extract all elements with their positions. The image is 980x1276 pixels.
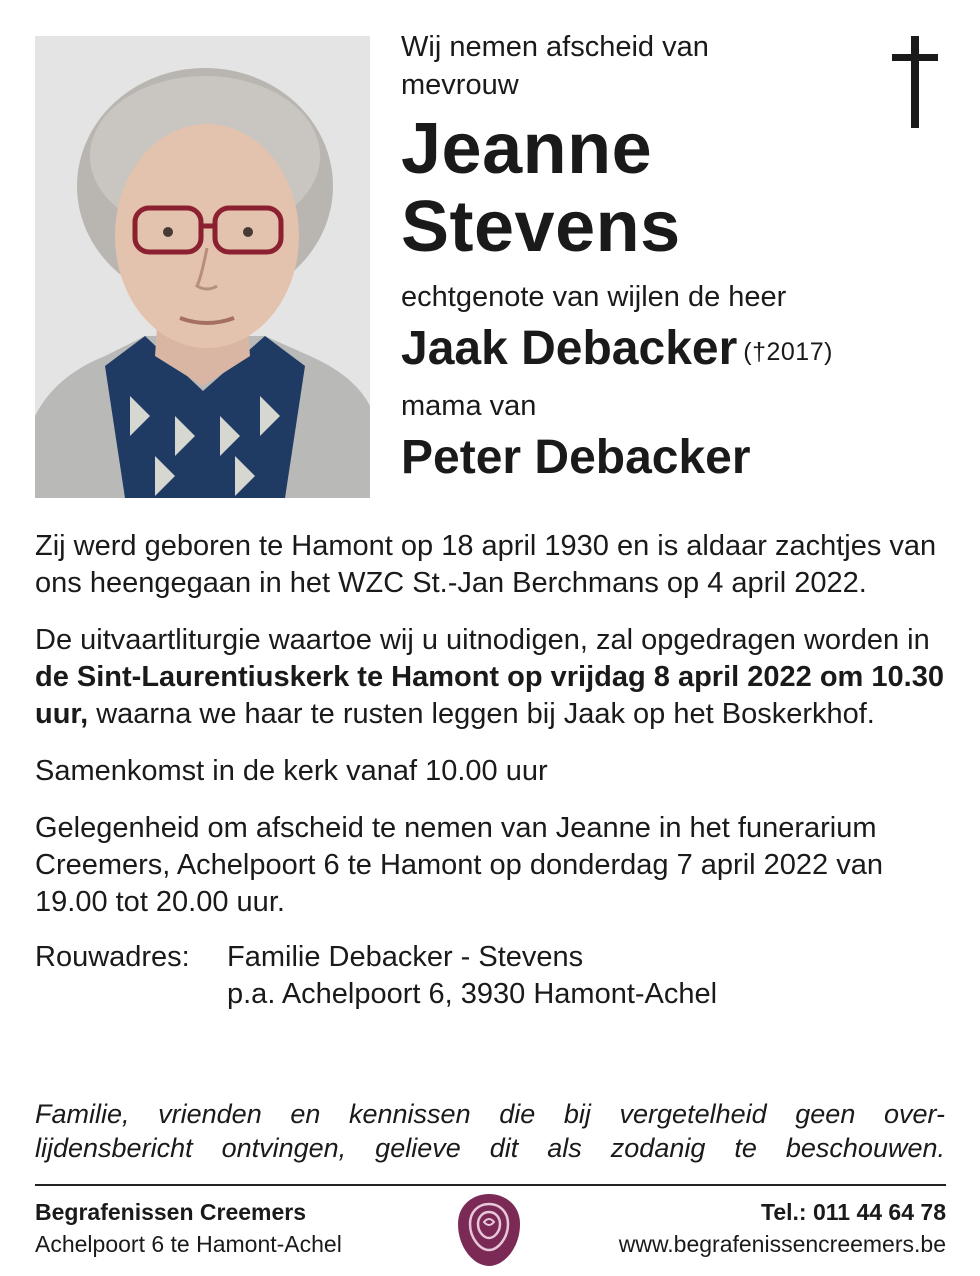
funeral-text-end: waarna we haar te rusten leggen bij Jaak op het Boskerkhof. <box>88 698 875 730</box>
intro-line-2: mevrouw <box>401 69 519 101</box>
funeral-home-name: Begrafenissen Creemers <box>35 1199 307 1225</box>
spouse-name-line <box>401 320 946 381</box>
funeral-text-start: De uitvaartliturgie waartoe wij u uitnodigen, zal opgedragen worden in <box>35 624 930 656</box>
phone-number: Tel.: 011 44 64 78 <box>761 1199 946 1225</box>
spouse-name: Jaak Debacker <box>401 322 738 375</box>
visitation-paragraph: Gelegenheid om afscheid te nemen van Jeanne in het funerarium Creemers, Achelpoort 6 te Hamont op donderdag 7 april 2022 van 19.00 tot 20.00 uur. <box>35 812 883 918</box>
funeral-location-time: de Sint-Laurentiuskerk te Hamont op vrijdag 8 april 2022 om 10.30 uur, <box>35 661 944 730</box>
deceased-last-name: Stevens <box>401 187 681 267</box>
deceased-first-name: Jeanne <box>401 109 653 189</box>
notice-note <box>35 1097 945 1165</box>
obituary-header <box>401 28 946 493</box>
funeral-home-contact <box>619 1196 946 1260</box>
funeral-paragraph <box>35 622 947 733</box>
portrait-illustration <box>35 36 370 498</box>
rose-logo-icon <box>454 1190 524 1270</box>
spouse-intro: echtgenote van wijlen de heer <box>401 281 787 313</box>
note-line-1: Familie, vrienden en kennissen die bij vergetelheid geen over- <box>35 1099 945 1129</box>
address-lines <box>227 939 717 1013</box>
note-line-2: lijdensbericht ontvingen, gelieve dit als zodanig te beschouwen. <box>35 1133 945 1163</box>
address-label: Rouwadres: <box>35 941 190 973</box>
address-line-1: Familie Debacker - Stevens <box>227 941 584 973</box>
intro-line-1: Wij nemen afscheid van <box>401 31 709 63</box>
birth-death-paragraph: Zij werd geboren te Hamont op 18 april 1930 en is aldaar zachtjes van ons heengegaan in het WZC St.-Jan Berchmans op 4 april 2022. <box>35 530 937 599</box>
website-link[interactable]: www.begrafenissencreemers.be <box>618 1231 946 1257</box>
mourning-address <box>35 939 947 1013</box>
funeral-home-address: Achelpoort 6 te Hamont-Achel <box>35 1231 342 1257</box>
child-name: Peter Debacker <box>401 431 751 484</box>
address-line-2: p.a. Achelpoort 6, 3930 Hamont-Achel <box>227 978 718 1010</box>
footer-divider <box>35 1184 946 1186</box>
child-intro: mama van <box>401 390 537 422</box>
spouse-death-year: (†2017) <box>743 338 833 366</box>
obituary-body <box>35 528 947 1013</box>
portrait-photo <box>35 36 370 498</box>
gathering-paragraph: Samenkomst in de kerk vanaf 10.00 uur <box>35 755 548 787</box>
funeral-home-info <box>35 1196 342 1260</box>
